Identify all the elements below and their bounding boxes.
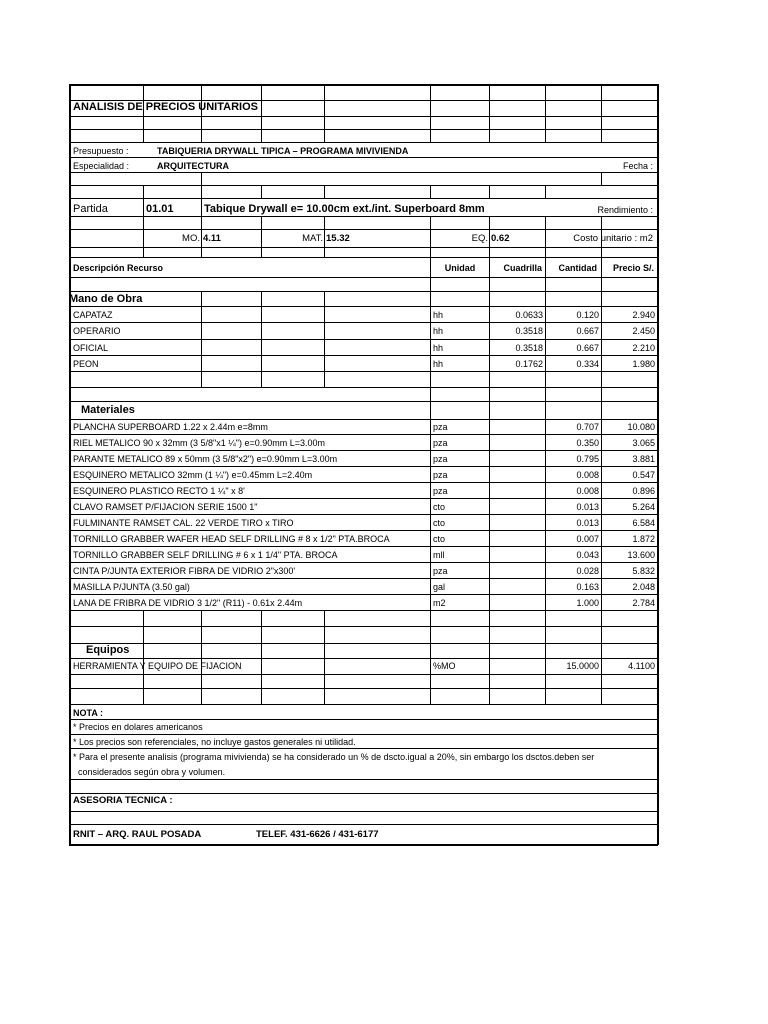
grid-line xyxy=(69,793,658,794)
asesoria-tecnica-label: ASESORIA TECNICA : xyxy=(73,795,173,806)
grid-line xyxy=(69,306,658,307)
row-description: TORNILLO GRABBER SELF DRILLING # 6 x 1 1/4" PTA. BROCA xyxy=(73,550,338,560)
partida-label: Partida xyxy=(73,203,108,215)
grid-line xyxy=(69,419,658,420)
row-description: LANA DE FRIBRA DE VIDRIO 3 1/2" (R11) - 0.61x 2.44m xyxy=(73,598,303,608)
grid-line xyxy=(69,257,658,258)
grid-line xyxy=(430,185,431,198)
grid-line xyxy=(69,339,658,340)
grid-line xyxy=(261,84,262,142)
row-unit: cto xyxy=(433,534,446,544)
row-unit: %MO xyxy=(433,661,456,671)
row-description: FULMINANTE RAMSET CAL. 22 VERDE TIRO x TIRO xyxy=(73,518,294,528)
nota-line: * Para el presente analisis (programa mivivienda) se ha considerado un % de dscto.igual a 20%, sin embargo los dsctos.deben ser xyxy=(73,752,595,762)
row-cantidad: 0.013 xyxy=(576,502,599,512)
row-cantidad: 0.007 xyxy=(576,534,599,544)
grid-line xyxy=(69,401,658,402)
footer-name: RNIT – ARQ. RAUL POSADA xyxy=(73,829,202,840)
grid-line xyxy=(69,482,658,483)
partida-description: Tabique Drywall e= 10.00cm ext./int. Superboard 8mm xyxy=(204,203,485,215)
grid-line xyxy=(489,84,490,142)
costo-unitario-label: Costo unitario : m2 xyxy=(573,233,653,244)
grid-line xyxy=(69,129,658,130)
row-cantidad: 0.163 xyxy=(576,582,599,592)
especialidad-label: Especialidad : xyxy=(73,161,130,171)
row-description: CINTA P/JUNTA EXTERIOR FIBRA DE VIDRIO 2"x300' xyxy=(73,566,296,576)
grid-line xyxy=(601,172,602,185)
grid-line xyxy=(69,498,658,499)
grid-line xyxy=(69,643,658,644)
presupuesto-label: Presupuesto : xyxy=(73,146,129,156)
grid-line xyxy=(69,277,658,278)
row-cantidad: 0.043 xyxy=(576,550,599,560)
fecha-label: Fecha : xyxy=(622,161,653,171)
row-description: TORNILLO GRABBER WAFER HEAD SELF DRILLING # 8 x 1/2" PTA.BROCA xyxy=(73,534,390,544)
row-unit: hh xyxy=(433,326,444,336)
mat-value: 15.32 xyxy=(326,233,350,244)
row-unit: pza xyxy=(433,470,448,480)
row-unit: mll xyxy=(433,550,445,560)
grid-line xyxy=(69,84,71,845)
grid-line xyxy=(430,84,431,142)
rendimiento-label: Rendimiento : xyxy=(597,205,653,215)
row-precio: 0.896 xyxy=(632,486,655,496)
grid-line xyxy=(69,779,658,780)
row-cantidad: 0.008 xyxy=(576,486,599,496)
row-cantidad: 1.000 xyxy=(576,598,599,608)
row-cantidad: 0.707 xyxy=(576,422,599,432)
mo-label: MO. xyxy=(182,233,200,244)
nota-line: * Precios en dolares americanos xyxy=(73,722,203,732)
grid-line xyxy=(261,610,262,704)
header-cantidad: Cantidad xyxy=(558,263,597,273)
grid-line xyxy=(201,172,202,257)
row-unit: hh xyxy=(433,359,444,369)
grid-line xyxy=(69,734,658,735)
grid-line xyxy=(69,578,658,579)
grid-line xyxy=(69,610,658,611)
row-description: PLANCHA SUPERBOARD 1.22 x 2.44m e=8mm xyxy=(73,422,268,432)
grid-line xyxy=(69,466,658,467)
row-cantidad: 0.795 xyxy=(576,454,599,464)
page-title: ANALISIS DE PRECIOS UNITARIOS xyxy=(73,101,258,113)
presupuesto-value: TABIQUERIA DRYWALL TIPICA – PROGRAMA MIVIVIENDA xyxy=(157,146,409,156)
grid-line xyxy=(69,291,658,292)
row-description: ESQUINERO PLASTICO RECTO 1 ¼" x 8' xyxy=(73,486,245,496)
eq-label: EQ. xyxy=(471,233,488,244)
row-precio: 5.832 xyxy=(632,566,655,576)
grid-line xyxy=(69,198,658,199)
grid-line xyxy=(69,626,658,627)
row-description: CLAVO RAMSET P/FIJACION SERIE 1500 1" xyxy=(73,502,258,512)
grid-line xyxy=(69,704,658,705)
row-cuadrilla: 0.1762 xyxy=(515,359,543,369)
row-precio: 5.264 xyxy=(632,502,655,512)
row-unit: cto xyxy=(433,518,446,528)
row-precio: 13.600 xyxy=(627,550,655,560)
row-precio: 1.980 xyxy=(632,359,655,369)
row-description: CAPATAZ xyxy=(73,310,113,320)
row-cantidad: 0.667 xyxy=(576,326,599,336)
row-unit: gal xyxy=(433,582,446,592)
row-cantidad: 0.120 xyxy=(576,310,599,320)
grid-line xyxy=(69,387,658,388)
header-descripcion: Descripción Recurso xyxy=(73,263,164,273)
grid-line xyxy=(143,84,144,142)
grid-line xyxy=(324,84,325,142)
grid-line xyxy=(261,185,262,198)
grid-line xyxy=(201,610,202,704)
grid-line xyxy=(69,562,658,563)
row-description: OFICIAL xyxy=(73,343,109,353)
row-precio: 2.210 xyxy=(632,343,655,353)
mano-de-obra-heading: Mano de Obra xyxy=(69,293,143,305)
row-precio: 0.547 xyxy=(632,470,655,480)
grid-line xyxy=(261,291,262,387)
grid-line xyxy=(69,688,658,689)
grid-line xyxy=(545,84,546,142)
mat-label: MAT. xyxy=(302,233,323,244)
row-description: OPERARIO xyxy=(73,326,121,336)
row-precio: 3.881 xyxy=(632,454,655,464)
grid-line xyxy=(489,185,490,198)
row-precio: 2.784 xyxy=(632,598,655,608)
row-cantidad: 0.667 xyxy=(576,343,599,353)
grid-line xyxy=(69,530,658,531)
grid-line xyxy=(657,84,659,845)
row-cantidad: 0.028 xyxy=(576,566,599,576)
grid-line xyxy=(143,610,144,704)
grid-line xyxy=(69,247,658,248)
row-description: ESQUINERO METALICO 32mm (1 ¼") e=0.45mm L=2.40m xyxy=(73,470,313,480)
grid-line xyxy=(69,216,658,217)
especialidad-value: ARQUITECTURA xyxy=(157,161,229,171)
grid-line xyxy=(69,674,658,675)
eq-value: 0.62 xyxy=(491,233,510,244)
row-precio: 2.940 xyxy=(632,310,655,320)
row-description: RIEL METALICO 90 x 32mm (3 5/8"x1 ¼") e=0.90mm L=3.00m xyxy=(73,438,325,448)
grid-line xyxy=(324,291,325,387)
header-cuadrilla: Cuadrilla xyxy=(503,263,542,273)
row-description: PEON xyxy=(73,359,99,369)
grid-line xyxy=(201,84,202,142)
row-precio: 2.048 xyxy=(632,582,655,592)
row-unit: hh xyxy=(433,343,444,353)
grid-line xyxy=(69,748,658,749)
grid-line xyxy=(69,719,658,720)
grid-line xyxy=(69,142,658,143)
row-cuadrilla: 0.3518 xyxy=(515,326,543,336)
grid-line xyxy=(69,434,658,435)
grid-line xyxy=(324,216,325,257)
row-precio: 2.450 xyxy=(632,326,655,336)
row-precio: 10.080 xyxy=(627,422,655,432)
row-unit: hh xyxy=(433,310,444,320)
grid-line xyxy=(430,216,431,704)
grid-line xyxy=(69,84,658,86)
equipos-heading: Equipos xyxy=(86,644,130,656)
grid-line xyxy=(69,157,658,158)
row-cuadrilla: 0.3518 xyxy=(515,343,543,353)
nota-heading: NOTA : xyxy=(73,708,103,718)
row-description: PARANTE METALICO 89 x 50mm (3 5/8"x2") e=0.90mm L=3.00m xyxy=(73,454,338,464)
row-cantidad: 0.013 xyxy=(576,518,599,528)
grid-line xyxy=(545,185,546,198)
partida-code: 01.01 xyxy=(146,203,174,215)
materiales-heading: Materiales xyxy=(81,404,135,416)
row-precio: 6.584 xyxy=(632,518,655,528)
grid-line xyxy=(69,824,658,825)
grid-line xyxy=(69,594,658,595)
row-unit: pza xyxy=(433,486,448,496)
row-precio: 4.1100 xyxy=(628,661,655,671)
header-precio: Precio S/. xyxy=(612,263,654,273)
grid-line xyxy=(143,185,144,257)
grid-line xyxy=(69,844,658,846)
row-precio: 1.872 xyxy=(632,534,655,544)
nota-line: * Los precios son referenciales, no incluye gastos generales ni utilidad. xyxy=(73,737,356,747)
row-cantidad: 0.334 xyxy=(576,359,599,369)
grid-line xyxy=(69,322,658,323)
row-cantidad: 0.008 xyxy=(576,470,599,480)
footer-phone: TELEF. 431-6626 / 431-6177 xyxy=(256,829,379,840)
grid-line xyxy=(69,229,658,230)
row-cantidad: 15.0000 xyxy=(566,661,599,671)
nota-line: considerados según obra y volumen. xyxy=(73,767,226,777)
row-description: HERRAMIENTA Y EQUIPO DE FIJACION xyxy=(73,661,242,671)
grid-line xyxy=(489,216,490,704)
grid-line xyxy=(69,185,658,186)
grid-line xyxy=(601,84,602,142)
grid-line xyxy=(69,546,658,547)
grid-line xyxy=(324,610,325,704)
row-cuadrilla: 0.0633 xyxy=(515,310,543,320)
grid-line xyxy=(69,658,658,659)
row-unit: pza xyxy=(433,566,448,576)
grid-line xyxy=(69,811,658,812)
row-cantidad: 0.350 xyxy=(576,438,599,448)
grid-line xyxy=(324,185,325,198)
row-unit: m2 xyxy=(433,598,446,608)
grid-line xyxy=(69,514,658,515)
grid-line xyxy=(201,291,202,387)
grid-line xyxy=(69,371,658,372)
row-precio: 3.065 xyxy=(632,438,655,448)
row-description: MASILLA P/JUNTA (3.50 gal) xyxy=(73,582,190,592)
row-unit: cto xyxy=(433,502,446,512)
grid-line xyxy=(69,450,658,451)
header-unidad: Unidad xyxy=(444,263,476,273)
row-unit: pza xyxy=(433,422,448,432)
grid-line xyxy=(69,355,658,356)
grid-line xyxy=(69,116,658,117)
row-unit: pza xyxy=(433,438,448,448)
row-unit: pza xyxy=(433,454,448,464)
mo-value: 4.11 xyxy=(203,233,221,244)
grid-line xyxy=(69,172,658,173)
